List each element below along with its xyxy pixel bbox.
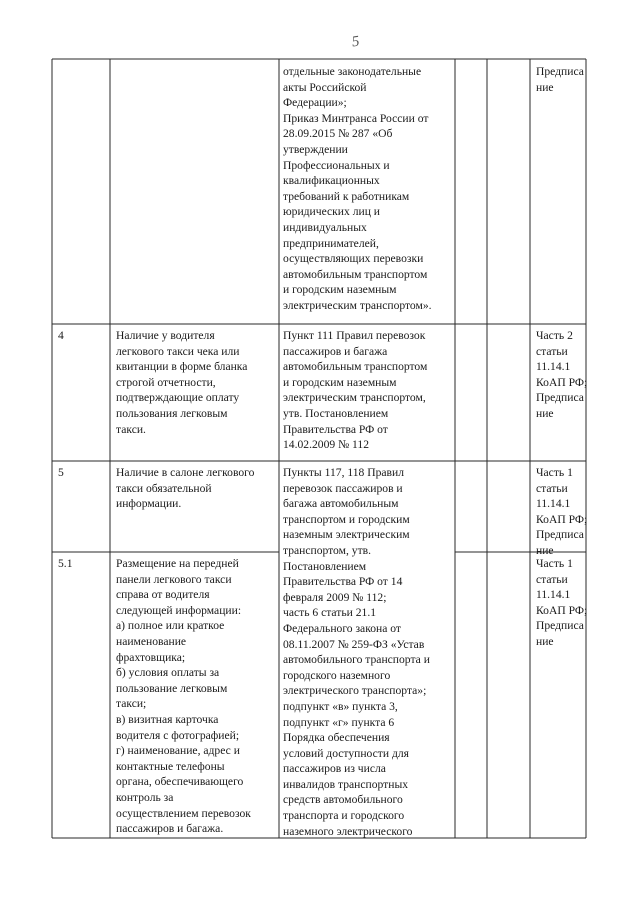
row-0-reference: отдельные законодательные акты Российской Федерации»; Приказ Минтранса России от 28.09.2015 № 287 «Об утверждении Профессиональных и квалификационных требований к работникам юридических лиц и индивидуальных предпринимателей, осуществляющих перевозки автомобильным транспортом и городским наземным электрическим транспортом». <box>283 65 432 312</box>
row-5-number: 5 <box>58 466 64 479</box>
row-0-responsibility: Предписа ние <box>536 65 584 94</box>
row-5-description: Наличие в салоне легкового такси обязательной информации. <box>116 466 255 511</box>
row-4-responsibility: Часть 2 статьи 11.14.1 КоАП РФ; Предписа ние <box>536 329 588 420</box>
row-5-1-responsibility: Часть 1 статьи 11.14.1 КоАП РФ; Предписа ние <box>536 557 588 648</box>
row-4-reference: Пункт 111 Правил перевозок пассажиров и багажа автомобильным транспортом и городским наземным электрическим транспортом, утв. Постановлением Правительства РФ от 14.02.2009 № 112 <box>283 329 428 452</box>
page-number: 5 <box>350 33 361 51</box>
row-5-reference: Пункты 117, 118 Правил перевозок пассажиров и багажа автомобильным транспортом и городским наземным электрическим транспортом, утв. Постановлением Правительства РФ от 14 февраля 2009 № 112; часть 6 статьи 21.1 Федерального закона от 08.11.2007 № 259-ФЗ «Устав автомобильного транспорта и городского наземного электрического транспорта»; подпункт «в» пункта 3, подпункт «г» пункта 6 Порядка обеспечения условий доступности для пассажиров из числа инвалидов транспортных средств автомобильного транспорта и городского наземного электрического <box>283 466 430 838</box>
row-5-1-number: 5.1 <box>58 557 73 570</box>
row-5-1-description: Размещение на передней панели легкового такси справа от водителя следующей информации: а) полное или краткое наименование фрахтовщика; б) условия оплаты за пользование легковым такси; в) визитная карточка водителя с фотографией; г) наименование, адрес и контактные телефоны органа, обеспечивающего контроль за осуществлением перевозок пассажиров и багажа. <box>116 557 251 836</box>
row-4-description: Наличие у водителя легкового такси чека или квитанции в форме бланка строгой отчетности, подтверждающие оплату пользования легковым такси. <box>116 329 248 436</box>
row-5-responsibility: Часть 1 статьи 11.14.1 КоАП РФ; Предписа ние <box>536 466 588 557</box>
row-4-number: 4 <box>58 329 64 342</box>
